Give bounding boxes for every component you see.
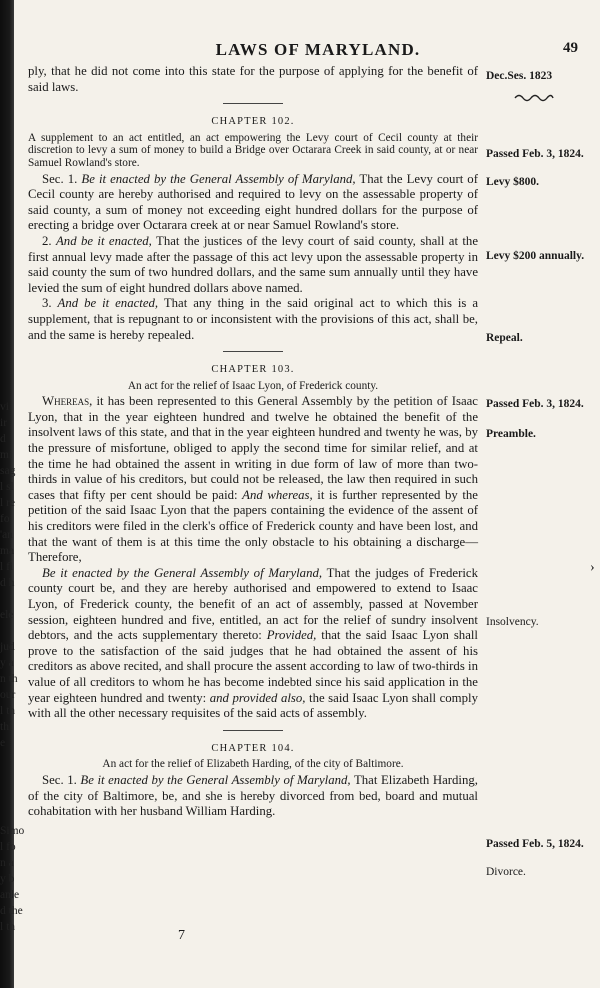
proviso-clause: Provided, xyxy=(266,628,317,643)
bleed-fragment: n th xyxy=(0,673,18,685)
chapter-104-section-1 xyxy=(28,773,478,820)
section-divider xyxy=(223,730,283,731)
whereas-lead-2: And whereas, xyxy=(242,487,313,502)
chapter-104-title: An act for the relief of Elizabeth Harding, of the city of Baltimore. xyxy=(102,758,404,771)
whereas-lead: Whereas, xyxy=(42,394,93,409)
enacting-clause: Be it enacted by the General Assembly of Maryland, xyxy=(42,565,323,580)
enactment-body: That the judges of Frederick county court be, and they are hereby authorised and empowered to extend to Isaac Lyon, of Frederick county, the benefit of an act of assembly, passed at November session, eighteen hundred and five, entitled, an act for the relief of sundry insolvent debtors, and the acts supplementary thereto: xyxy=(28,565,479,643)
preamble-body: it has been represented to this General Assembly by the petition of Isaac Lyon, that in the year eighteen hundred and twelve he obtained the benefit of the insolvent laws of this state, and that in the year eighteen hundred and twenty he was, by the pressure of misfortune, obliged to apply the second time for similar relief, and at the time he had obtained the assent in writing in due form of law of more than two-thirds in value of his creditors, but could not be released, the law then required in such cases that fifty per cent should be paid: xyxy=(28,394,478,502)
bleed-fragment: ir xyxy=(0,417,8,429)
margin-note-levy-200: Levy $200 annually. xyxy=(486,250,585,262)
running-header: LAWS OF MARYLAND. xyxy=(215,40,421,59)
chapter-103-enactment xyxy=(28,566,478,722)
margin-note-ch104-passed: Passed Feb. 5, 1824. xyxy=(486,838,584,850)
section-number: 2. xyxy=(42,233,52,248)
bleed-fragment: n a xyxy=(0,857,14,869)
enacting-clause: And be it enacted, xyxy=(55,233,152,248)
bleed-fragment: e xyxy=(0,737,6,749)
section-body: That any thing in the said original act to which this is a supplement, that is repugnant to or inconsistent with the provisions of this act, shall be, and the same is hereby repealed. xyxy=(28,296,479,342)
bleed-fragment: l th xyxy=(0,921,16,933)
chapter-102-section-3 xyxy=(28,296,478,343)
book-page xyxy=(28,0,600,988)
margin-note-levy-800: Levy $800. xyxy=(486,176,540,188)
bleed-fragment: d h xyxy=(0,577,15,589)
enactment-body-2: that the said Isaac Lyon shall prove to the satisfaction of the said judges that he had obtained the assent of his creditors as above recited, and shall procure the assent according to law of two-thirds in value of all creditors to whom he has become indebted since his said application in the year eighteen hundred and twenty: xyxy=(28,628,478,705)
intro-continuation: ply, that he did not come into this state for the purpose of applying for the benefit of said laws. xyxy=(28,64,478,94)
margin-note-ch102-passed: Passed Feb. 3, 1824. xyxy=(486,148,584,160)
bleed-fragment: our xyxy=(0,689,16,701)
page-number: 49 xyxy=(563,40,578,56)
section-number: 3. xyxy=(42,296,52,311)
bleed-fragment: anle xyxy=(0,889,20,901)
margin-note-session: Dec.Ses. 1823 xyxy=(486,70,553,82)
bleed-fragment: d the xyxy=(0,905,23,917)
proviso-clause-2: and provided also, xyxy=(209,690,306,705)
enacting-clause: And be it enacted, xyxy=(57,296,159,311)
enacting-clause: Be it enacted by the General Assembly of Maryland, xyxy=(81,171,356,186)
bleed-fragment: thi xyxy=(0,721,13,733)
chapter-102-heading: CHAPTER 102. xyxy=(211,116,295,128)
section-body: That Elizabeth Harding, of the city of Baltimore, be, and she is hereby divorced from bed, board and mutual cohabitation with her husband William Harding. xyxy=(28,772,478,819)
bleed-fragment: 'an xyxy=(0,529,13,541)
chapter-102-section-2 xyxy=(28,234,478,296)
chapter-103-preamble xyxy=(28,394,478,566)
bleed-fragment: Simo xyxy=(0,825,25,837)
bleed-fragment: l fo xyxy=(0,841,16,853)
bleed-fragment: jud xyxy=(0,641,15,653)
margin-note-insolvency: Insolvency. xyxy=(486,616,539,628)
bleed-fragment: sag xyxy=(0,465,16,477)
chapter-102-title: A supplement to an act entitled, an act empowering the Levy court of Cecil county at their discretion to levy a sum of money to build a Bridge over Octarara Creek in said county, at or near Samuel Rowland's store. xyxy=(28,131,478,169)
chapter-103-heading: CHAPTER 103. xyxy=(211,364,295,376)
bleed-fragment: y a xyxy=(0,657,14,669)
bleed-fragment: l re xyxy=(0,497,16,509)
edge-mark: › xyxy=(590,560,595,575)
margin-note-repeal: Repeal. xyxy=(486,332,523,344)
section-divider xyxy=(223,103,283,104)
enacting-clause: Be it enacted by the General Assembly of Maryland, xyxy=(80,772,351,787)
margin-note-ch103-passed: Passed Feb. 3, 1824. xyxy=(486,398,584,410)
bleed-fragment: l sl xyxy=(0,481,14,493)
section-body: That the Levy court of Cecil county are hereby authorised and required to levy on the assessable property of said county, a sum of money not exceeding eight hundred dollars for the purpose of erecting a bridge over Octarara creek at or near Samuel Rowland's store. xyxy=(28,171,478,233)
chapter-103-title: An act for the relief of Isaac Lyon, of Frederick county. xyxy=(127,379,379,392)
printer-signature-mark: 7 xyxy=(178,928,185,943)
chapter-102-section-1 xyxy=(28,172,478,234)
bleed-fragment: ma xyxy=(0,545,15,557)
squiggle-mark-icon xyxy=(514,92,554,104)
section-number: Sec. 1. xyxy=(42,171,78,186)
bleed-through-column xyxy=(0,0,26,988)
bleed-fragment: y b xyxy=(0,873,15,885)
margin-note-divorce: Divorce. xyxy=(486,866,526,878)
enactment-body-3: the said Isaac Lyon shall comply with all the other necessary requisites of the said acts of assembly. xyxy=(28,690,478,721)
bleed-fragment: mi xyxy=(0,449,13,461)
bleed-fragment: vi xyxy=(0,401,9,413)
bleed-fragment: d xyxy=(0,433,6,445)
bleed-fragment: l fi xyxy=(0,561,14,573)
section-number: Sec. 1. xyxy=(42,772,77,787)
bleed-fragment: fo xyxy=(0,513,10,525)
section-body: That the justices of the levy court of said county, shall at the first annual levy made after the passage of this act levy upon the assessable property in said county the sum of two hundred dollars, and the same sum annually until they have levied the sum of eight hundred dollars above named. xyxy=(28,233,478,295)
main-text-column xyxy=(28,64,478,820)
bleed-fragment: ele xyxy=(0,609,14,621)
margin-note-preamble: Preamble. xyxy=(486,428,536,440)
bleed-fragment: l th xyxy=(0,705,16,717)
section-divider xyxy=(223,351,283,352)
preamble-body-2: it is further represented by the petition of the said Isaac Lyon that the papers containing the evidence of the assent of his creditors were filed in the clerk's office of Frederick county and have been lost, and that the want of them is at this time the only obstacle to his obtaining a discharge—Therefore, xyxy=(28,487,478,565)
chapter-104-heading: CHAPTER 104. xyxy=(211,742,295,754)
